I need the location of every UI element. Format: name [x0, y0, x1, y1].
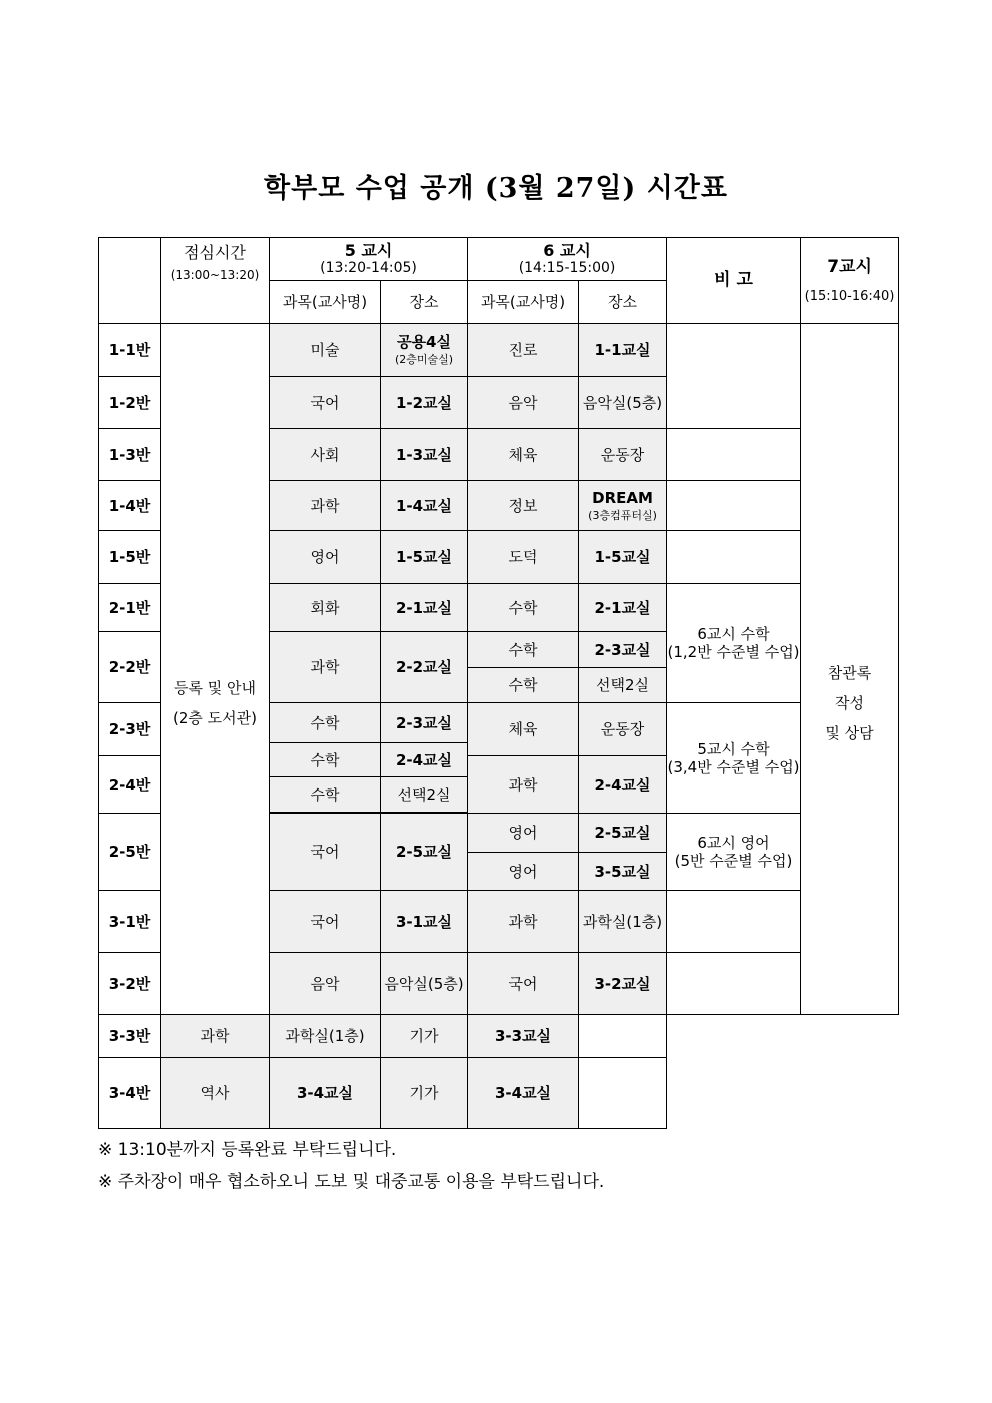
remarks-note-line2: (1,2반 수준별 수업) — [667, 643, 800, 661]
p5-subject: 과학 — [270, 632, 381, 703]
header-period6 — [468, 238, 667, 281]
period7-time: (15:10-16:40) — [804, 288, 895, 304]
class-label: 2-3반 — [99, 703, 161, 756]
p6-place: 선택2실 — [579, 668, 667, 703]
p5-place: 선택2실 — [381, 777, 468, 813]
lunch-merged-line1: 등록 및 안내 — [174, 679, 256, 697]
p6-subject: 기가 — [381, 1015, 468, 1058]
period7-merged-line3: 및 상담 — [825, 724, 874, 742]
p5-place: 2-4교실 — [381, 743, 468, 777]
header-lunch — [161, 238, 270, 324]
remarks-cell — [667, 324, 801, 429]
class-label: 3-4반 — [99, 1058, 161, 1129]
table-row — [99, 324, 899, 377]
p6-place: 운동장 — [579, 429, 667, 481]
p6-place: 3-4교실 — [468, 1058, 579, 1129]
p5-subject: 과학 — [161, 1015, 270, 1058]
remarks-cell — [667, 531, 801, 584]
p5-place: 1-2교실 — [381, 377, 468, 429]
p5-subject: 영어 — [270, 531, 381, 584]
p6-subject: 체육 — [468, 703, 579, 756]
p5-subject: 회화 — [270, 584, 381, 632]
p5-place: 1-3교실 — [381, 429, 468, 481]
period5-time: (13:20-14:05) — [320, 260, 417, 277]
p5-subject: 수학 — [270, 743, 381, 777]
class-label: 1-2반 — [99, 377, 161, 429]
class-label: 2-4반 — [99, 756, 161, 814]
p6-subject: 과학 — [468, 891, 579, 953]
p6-subject: 도덕 — [468, 531, 579, 584]
p6-place: 2-3교실 — [579, 632, 667, 668]
p6-place — [579, 481, 667, 531]
table-row — [99, 1058, 899, 1129]
class-label: 3-2반 — [99, 953, 161, 1015]
p6-place: 음악실(5층) — [579, 377, 667, 429]
header-p6-place: 장소 — [579, 281, 667, 324]
p6-subject: 수학 — [468, 668, 579, 703]
remarks-note-line1: 6교시 영어 — [697, 834, 770, 852]
class-label: 2-5반 — [99, 814, 161, 891]
period7-merged-line1: 참관록 — [827, 664, 872, 682]
remarks-cell — [667, 481, 801, 531]
remarks-note — [667, 584, 801, 703]
class-label: 3-3반 — [99, 1015, 161, 1058]
p6-place-sub: (3층컴퓨터실) — [588, 508, 657, 522]
header-p5-place: 장소 — [381, 281, 468, 324]
header-p6-subject: 과목(교사명) — [468, 281, 579, 324]
p6-place: 2-5교실 — [579, 814, 667, 853]
p5-place: 1-4교실 — [381, 481, 468, 531]
remarks-note-line1: 5교시 수학 — [697, 740, 770, 758]
p6-subject: 과학 — [468, 756, 579, 814]
remarks-note-line2: (5반 수준별 수업) — [674, 852, 793, 870]
p5-place: 과학실(1층) — [270, 1015, 381, 1058]
p6-subject: 체육 — [468, 429, 579, 481]
period7-merged-line2: 작성 — [835, 694, 865, 712]
class-label: 3-1반 — [99, 891, 161, 953]
p6-place: 3-5교실 — [579, 853, 667, 891]
lunch-time: (13:00~13:20) — [170, 268, 260, 283]
p5-place: 3-1교실 — [381, 891, 468, 953]
p5-subject: 음악 — [270, 953, 381, 1015]
p5-place — [381, 324, 468, 377]
header-period5 — [270, 238, 468, 281]
p6-place: 2-1교실 — [579, 584, 667, 632]
period7-label: 7교시 — [827, 256, 872, 277]
p5-subject: 역사 — [161, 1058, 270, 1129]
remarks-note-line1: 6교시 수학 — [697, 625, 770, 643]
p6-place-main: DREAM — [592, 488, 653, 507]
p6-place: 운동장 — [579, 703, 667, 756]
p6-place: 2-4교실 — [579, 756, 667, 814]
p6-subject: 영어 — [468, 814, 579, 853]
p5-place: 음악실(5층) — [381, 953, 468, 1015]
timetable — [98, 237, 899, 1129]
class-label: 2-2반 — [99, 632, 161, 703]
footer-note-1: ※ 13:10분까지 등록완료 부탁드립니다. — [98, 1140, 397, 1160]
p5-subject: 국어 — [270, 814, 381, 891]
class-label: 1-1반 — [99, 324, 161, 377]
remarks-cell — [667, 953, 801, 1015]
class-label: 1-5반 — [99, 531, 161, 584]
p5-place: 2-5교실 — [381, 814, 468, 891]
lunch-merged-cell — [161, 324, 270, 1015]
class-label: 2-1반 — [99, 584, 161, 632]
remarks-cell — [667, 429, 801, 481]
p6-subject: 국어 — [468, 953, 579, 1015]
p6-subject: 기가 — [381, 1058, 468, 1129]
remarks-note — [667, 703, 801, 814]
p5-subject: 수학 — [270, 703, 381, 743]
p6-subject: 음악 — [468, 377, 579, 429]
remarks-cell — [579, 1058, 667, 1129]
p5-place: 1-5교실 — [381, 531, 468, 584]
p6-subject: 영어 — [468, 853, 579, 891]
period6-time: (14:15-15:00) — [518, 260, 616, 277]
class-label: 1-3반 — [99, 429, 161, 481]
remarks-note — [667, 814, 801, 891]
lunch-label: 점심시간 — [184, 243, 246, 262]
p6-place: 3-3교실 — [468, 1015, 579, 1058]
p5-place: 2-2교실 — [381, 632, 468, 703]
period7-merged-cell — [801, 324, 899, 1015]
p5-subject: 국어 — [270, 891, 381, 953]
lunch-merged-line2: (2층 도서관) — [173, 709, 257, 727]
period6-label: 6 교시 — [543, 241, 591, 260]
p5-place-sub: (2층미술실) — [394, 353, 454, 367]
p5-subject: 수학 — [270, 777, 381, 813]
table-row — [99, 1015, 899, 1058]
p5-place-main: 공용4실 — [397, 333, 451, 352]
p5-subject: 국어 — [270, 377, 381, 429]
p5-place: 2-3교실 — [381, 703, 468, 743]
remarks-note-line2: (3,4반 수준별 수업) — [667, 758, 800, 776]
class-label: 1-4반 — [99, 481, 161, 531]
header-corner — [99, 238, 161, 324]
p5-subject: 사회 — [270, 429, 381, 481]
header-remarks: 비 고 — [667, 238, 801, 324]
p5-subject: 과학 — [270, 481, 381, 531]
p6-place: 과학실(1층) — [579, 891, 667, 953]
header-p5-subject: 과목(교사명) — [270, 281, 381, 324]
p6-subject: 수학 — [468, 584, 579, 632]
p5-subject: 미술 — [270, 324, 381, 377]
footer-note-2: ※ 주차장이 매우 협소하오니 도보 및 대중교통 이용을 부탁드립니다. — [98, 1172, 605, 1192]
header-period7 — [801, 238, 899, 324]
p5-place: 3-4교실 — [270, 1058, 381, 1129]
p6-subject: 수학 — [468, 632, 579, 668]
p6-place: 1-1교실 — [579, 324, 667, 377]
period5-label: 5 교시 — [344, 241, 393, 260]
p5-place: 2-1교실 — [381, 584, 468, 632]
remarks-cell — [667, 891, 801, 953]
p6-place: 3-2교실 — [579, 953, 667, 1015]
p6-subject: 정보 — [468, 481, 579, 531]
remarks-cell — [579, 1015, 667, 1058]
page-title: 학부모 수업 공개 (3월 27일) 시간표 — [264, 173, 728, 204]
p6-place: 1-5교실 — [579, 531, 667, 584]
p6-subject: 진로 — [468, 324, 579, 377]
